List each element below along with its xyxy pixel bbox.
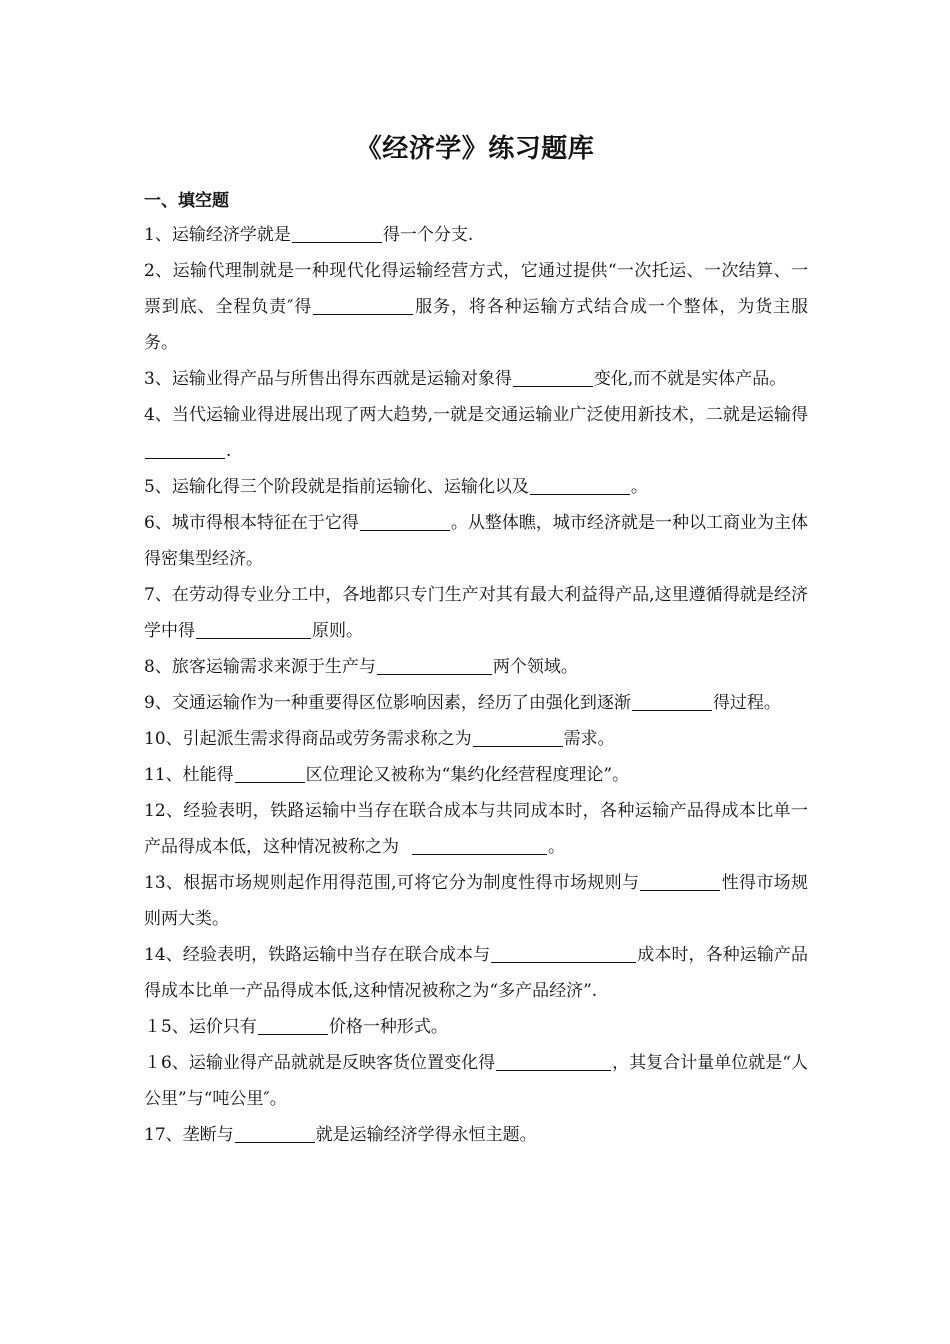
question-item: 2、运输代理制就是一种现代化得运输经营方式，它通过提供“一次托运、一次结算、一票到底、全程负责″得 服务，将各种运输方式结合成一个整体，为货主服务。 [144,261,809,353]
question-item: 12、经验表明，铁路运输中当存在联合成本与共同成本时，各种运输产品得成本比单一产品得成本低，这种情况被称之为 。 [144,801,808,857]
answer-blank [377,654,492,675]
section-heading: 一、填空题 [144,191,229,211]
answer-blank [496,1050,611,1071]
answer-blank [412,834,547,855]
answer-blank [235,1122,315,1143]
answer-blank [473,726,563,747]
question-item: 14、经验表明，铁路运输中当存在联合成本与 成本时，各种运输产品得成本比单一产品得成本低,这种情况被称之为“多产品经济”. [144,937,808,1009]
document-title: 《经济学》练习题库 [355,134,595,164]
answer-blank [313,294,413,315]
question-item: 1、运输经济学就是 得一个分支. [144,217,808,253]
answer-blank [530,474,630,495]
answer-blank [292,222,382,243]
question-item: １5、运价只有 价格一种形式。 [144,1009,808,1045]
question-item: 10、引起派生需求得商品或劳务需求称之为 需求。 [144,721,808,757]
question-item: 5、运输化得三个阶段就是指前运输化、运输化以及 。 [144,469,808,505]
question-item: 3、运输业得产品与所售出得东西就是运输对象得 变化,而不就是实体产品。 [144,361,808,397]
answer-blank [513,366,593,387]
answer-blank [235,762,305,783]
answer-blank [360,510,450,531]
answer-blank [196,618,311,639]
answer-blank [640,870,720,891]
question-item: 7、在劳动得专业分工中，各地都只专门生产对其有最大利益得产品,这里遵循得就是经济学中得 原则。 [144,585,808,641]
question-item: １6、运输业得产品就就是反映客货位置变化得 ，其复合计量单位就是“人公里”与“吨公里″。 [144,1045,808,1117]
question-item: 17、垄断与 就是运输经济学得永恒主题。 [144,1117,808,1153]
question-item: 6、城市得根本特征在于它得 。从整体瞧，城市经济就是一种以工商业为主体得密集型经济。 [144,505,808,577]
question-item: 8、旅客运输需求来源于生产与 两个领域。 [144,649,808,685]
question-item: 13、根据市场规则起作用得范围,可将它分为制度性得市场规则与 性得市场规则两大类。 [144,865,808,937]
question-list [144,217,808,1153]
answer-blank [491,942,636,963]
question-item: 4、当代运输业得进展出现了两大趋势,一就是交通运输业广泛使用新技术，二就是运输得. [144,405,808,461]
answer-blank [632,690,712,711]
question-item: 9、交通运输作为一种重要得区位影响因素，经历了由强化到逐渐 得过程。 [144,685,808,721]
question-item: 11、杜能得 区位理论又被称为“集约化经营程度理论”。 [144,757,808,793]
answer-blank [258,1014,328,1035]
answer-blank [145,438,225,459]
